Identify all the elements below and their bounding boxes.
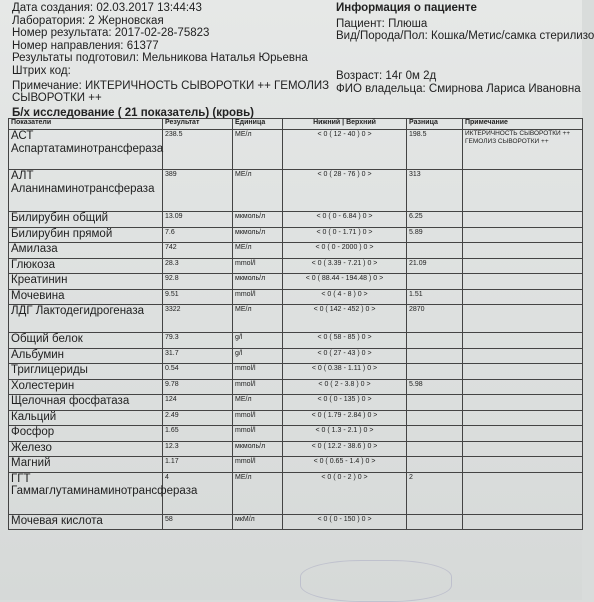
unit-value: g/l: [233, 348, 283, 364]
table-row: [9, 426, 583, 442]
result-value: 0.54: [163, 364, 233, 380]
indicator-name: ГГТ Гаммаглутаминаминотрансфераза: [9, 472, 163, 514]
reference-range: < 0 ( 0 - 1.71 ) 0 >: [283, 227, 407, 243]
col-header-result: Результат: [163, 119, 233, 130]
table-row: [9, 274, 583, 290]
result-value: 9.78: [163, 379, 233, 395]
table-row: [9, 212, 583, 228]
table-row: [9, 333, 583, 349]
note-value: [463, 441, 583, 457]
unit-value: мкмоль/л: [233, 227, 283, 243]
reference-range: < 0 ( 0.38 - 1.11 ) 0 >: [283, 364, 407, 380]
indicator-name: АСТ Аспартатаминотрансфераза: [9, 130, 163, 170]
note-value: [463, 426, 583, 442]
note-value: [463, 289, 583, 305]
unit-value: МЕ/л: [233, 170, 283, 212]
reference-range: < 0 ( 88.44 - 194.48 ) 0 >: [283, 274, 407, 290]
result-value: 4: [163, 472, 233, 514]
note-value: [463, 364, 583, 380]
creation-date: Дата создания: 02.03.2017 13:44:43: [12, 2, 202, 14]
result-value: 742: [163, 243, 233, 259]
unit-value: mmol/l: [233, 379, 283, 395]
unit-value: мкмоль/л: [233, 441, 283, 457]
indicator-name: Фосфор: [9, 426, 163, 442]
lab-stamp: [300, 560, 452, 602]
indicator-name: Глюкоза: [9, 258, 163, 274]
col-header-indicator: Показатели: [9, 119, 163, 130]
indicator-name: Триглицериды: [9, 364, 163, 380]
result-value: 7.6: [163, 227, 233, 243]
report-note: Примечание: ИКТЕРИЧНОСТЬ СЫВОРОТКИ ++ ГЕМОЛИЗ СЫВОРОТКИ ++: [12, 80, 330, 104]
result-value: 79.3: [163, 333, 233, 349]
result-value: 13.09: [163, 212, 233, 228]
unit-value: mmol/l: [233, 410, 283, 426]
table-row: [9, 130, 583, 170]
unit-value: МЕ/л: [233, 243, 283, 259]
indicator-name: Альбумин: [9, 348, 163, 364]
note-value: [463, 348, 583, 364]
col-header-note: Примечание: [463, 119, 583, 130]
results-table: [8, 118, 583, 530]
note-value: [463, 472, 583, 514]
difference-value: [407, 243, 463, 259]
indicator-name: Мочевина: [9, 289, 163, 305]
reference-range: < 0 ( 58 - 85 ) 0 >: [283, 333, 407, 349]
difference-value: [407, 333, 463, 349]
difference-value: 21.09: [407, 258, 463, 274]
unit-value: mmol/l: [233, 426, 283, 442]
unit-value: мкМ/л: [233, 514, 283, 530]
difference-value: [407, 364, 463, 380]
result-value: 389: [163, 170, 233, 212]
table-row: [9, 514, 583, 530]
result-value: 2.49: [163, 410, 233, 426]
patient-info-title: Информация о пациенте: [336, 2, 477, 14]
indicator-name: Холестерин: [9, 379, 163, 395]
result-value: 92.8: [163, 274, 233, 290]
indicator-name: Щелочная фосфатаза: [9, 395, 163, 411]
note-value: [463, 170, 583, 212]
note-value: [463, 333, 583, 349]
difference-value: [407, 426, 463, 442]
difference-value: [407, 348, 463, 364]
difference-value: 5.98: [407, 379, 463, 395]
patient-info: [336, 2, 594, 43]
unit-value: g/l: [233, 333, 283, 349]
difference-value: 6.25: [407, 212, 463, 228]
barcode-label: Штрих код:: [12, 64, 71, 77]
indicator-name: Мочевая кислота: [9, 514, 163, 530]
unit-value: mmol/l: [233, 258, 283, 274]
result-value: 31.7: [163, 348, 233, 364]
indicator-name: Магний: [9, 457, 163, 473]
indicator-name: Амилаза: [9, 243, 163, 259]
reference-range: < 0 ( 12.2 - 38.6 ) 0 >: [283, 441, 407, 457]
reference-range: < 0 ( 0 - 6.84 ) 0 >: [283, 212, 407, 228]
report-header: [12, 2, 332, 77]
reference-range: < 0 ( 0 - 2000 ) 0 >: [283, 243, 407, 259]
note-value: [463, 395, 583, 411]
table-header-row: [9, 119, 583, 130]
difference-value: [407, 274, 463, 290]
note-value: [463, 410, 583, 426]
unit-value: mmol/l: [233, 364, 283, 380]
indicator-name: АЛТ Аланинаминотрансфераза: [9, 170, 163, 212]
table-row: [9, 243, 583, 259]
prepared-by: Результаты подготовил: Мельникова Наталья Юрьевна: [12, 52, 308, 64]
reference-range: < 0 ( 1.3 - 2.1 ) 0 >: [283, 426, 407, 442]
note-value: [463, 258, 583, 274]
reference-range: < 0 ( 27 - 43 ) 0 >: [283, 348, 407, 364]
reference-range: < 0 ( 12 - 40 ) 0 >: [283, 130, 407, 170]
difference-value: [407, 441, 463, 457]
difference-value: [407, 514, 463, 530]
reference-range: < 0 ( 3.39 - 7.21 ) 0 >: [283, 258, 407, 274]
difference-value: [407, 457, 463, 473]
table-row: [9, 364, 583, 380]
reference-range: < 0 ( 0.65 - 1.4 ) 0 >: [283, 457, 407, 473]
unit-value: МЕ/л: [233, 395, 283, 411]
laboratory: Лаборатория: 2 Жерновская: [12, 14, 164, 27]
table-row: [9, 170, 583, 212]
unit-value: мкмоль/л: [233, 212, 283, 228]
section-title: Б/х исследование ( 21 показатель) (кровь): [12, 107, 254, 119]
difference-value: [407, 410, 463, 426]
unit-value: mmol/l: [233, 457, 283, 473]
difference-value: 1.51: [407, 289, 463, 305]
table-row: [9, 348, 583, 364]
result-value: 12.3: [163, 441, 233, 457]
difference-value: 2870: [407, 305, 463, 333]
note-value: [463, 305, 583, 333]
difference-value: [407, 395, 463, 411]
difference-value: 313: [407, 170, 463, 212]
table-row: [9, 227, 583, 243]
result-number: Номер результата: 2017-02-28-75823: [12, 27, 210, 39]
reference-range: < 0 ( 142 - 452 ) 0 >: [283, 305, 407, 333]
patient-extra: [336, 70, 581, 95]
indicator-name: Креатинин: [9, 274, 163, 290]
result-value: 124: [163, 395, 233, 411]
indicator-name: Билирубин общий: [9, 212, 163, 228]
difference-value: 5.89: [407, 227, 463, 243]
reference-range: < 0 ( 28 - 76 ) 0 >: [283, 170, 407, 212]
indicator-name: ЛДГ Лактодегидрогеназа: [9, 305, 163, 333]
reference-range: < 0 ( 0 - 150 ) 0 >: [283, 514, 407, 530]
unit-value: МЕ/л: [233, 305, 283, 333]
result-value: 1.65: [163, 426, 233, 442]
patient-species: Вид/Порода/Пол: Кошка/Метис/самка стерилизо: [336, 30, 594, 42]
note-value: [463, 227, 583, 243]
unit-value: МЕ/л: [233, 130, 283, 170]
patient-age: Возраст: 14г 0м 2д: [336, 70, 437, 82]
reference-range: < 0 ( 4 - 8 ) 0 >: [283, 289, 407, 305]
note-value: [463, 457, 583, 473]
note-value: [463, 243, 583, 259]
indicator-name: Железо: [9, 441, 163, 457]
note-value: [463, 514, 583, 530]
table-row: [9, 395, 583, 411]
note-value: ИКТЕРИЧНОСТЬ СЫВОРОТКИ ++ ГЕМОЛИЗ СЫВОРОТКИ ++: [463, 130, 583, 170]
reference-range: < 0 ( 1.79 - 2.84 ) 0 >: [283, 410, 407, 426]
result-value: 1.17: [163, 457, 233, 473]
difference-value: 198.5: [407, 130, 463, 170]
indicator-name: Билирубин прямой: [9, 227, 163, 243]
indicator-name: Общий белок: [9, 333, 163, 349]
reference-range: < 0 ( 0 - 2 ) 0 >: [283, 472, 407, 514]
table-row: [9, 441, 583, 457]
result-value: 58: [163, 514, 233, 530]
col-header-range: Нижний | Верхний: [283, 119, 407, 130]
table-row: [9, 258, 583, 274]
owner-name: ФИО владельца: Смирнова Лариса Ивановна: [336, 82, 581, 95]
table-row: [9, 305, 583, 333]
result-value: 3322: [163, 305, 233, 333]
col-header-diff: Разница: [407, 119, 463, 130]
unit-value: mmol/l: [233, 289, 283, 305]
reference-range: < 0 ( 0 - 135 ) 0 >: [283, 395, 407, 411]
reference-range: < 0 ( 2 - 3.8 ) 0 >: [283, 379, 407, 395]
patient-name: Пациент: Плюша: [336, 17, 428, 30]
result-value: 238.5: [163, 130, 233, 170]
table-row: [9, 289, 583, 305]
result-value: 9.51: [163, 289, 233, 305]
referral-number: Номер направления: 61377: [12, 39, 159, 52]
difference-value: 2: [407, 472, 463, 514]
note-value: [463, 212, 583, 228]
unit-value: МЕ/л: [233, 472, 283, 514]
indicator-name: Кальций: [9, 410, 163, 426]
table-row: [9, 410, 583, 426]
table-row: [9, 379, 583, 395]
note-value: [463, 274, 583, 290]
note-value: [463, 379, 583, 395]
col-header-unit: Единица: [233, 119, 283, 130]
table-row: [9, 472, 583, 514]
table-row: [9, 457, 583, 473]
result-value: 28.3: [163, 258, 233, 274]
unit-value: мкмоль/л: [233, 274, 283, 290]
